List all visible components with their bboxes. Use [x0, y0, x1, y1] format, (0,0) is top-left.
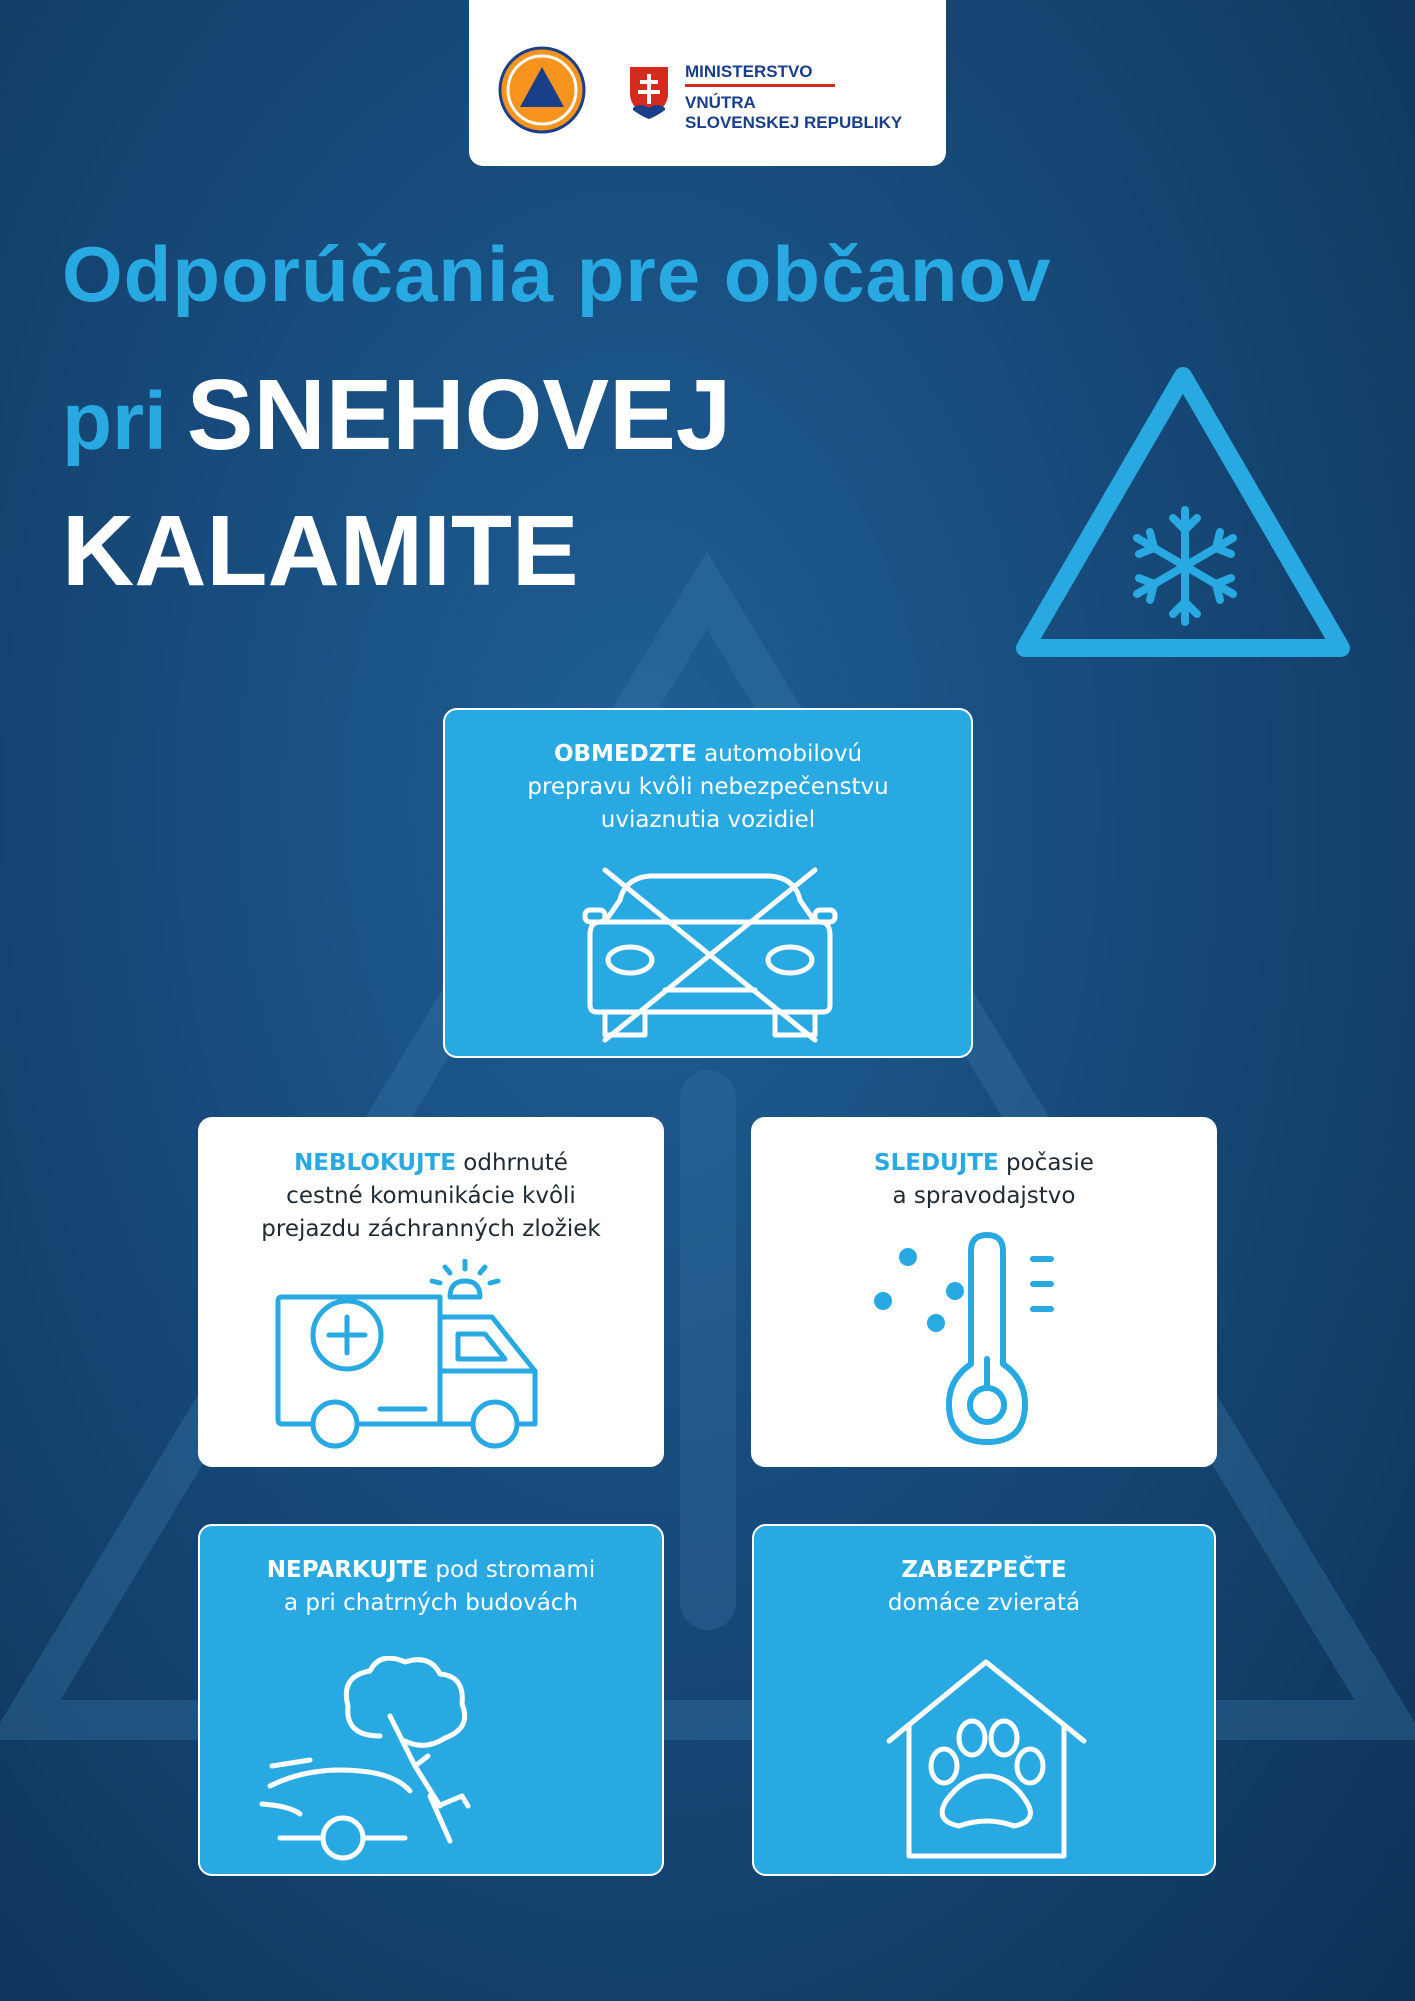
card-emphasis: NEBLOKUJTE	[294, 1150, 456, 1176]
card-secure-pets	[752, 1524, 1216, 1876]
title-prefix: pri	[62, 376, 167, 467]
crossed-car-icon	[445, 860, 975, 1050]
card-follow-weather	[751, 1117, 1217, 1467]
header-logo-panel	[469, 0, 946, 166]
card-text-line-1	[445, 738, 971, 771]
page-title-line-2	[62, 360, 731, 477]
card-do-not-block-roads	[198, 1117, 664, 1467]
ministry-line-3: SLOVENSKEJ REPUBLIKY	[685, 113, 903, 132]
slovak-coat-of-arms-icon	[627, 64, 671, 122]
ministry-line-1: MINISTERSTVO	[685, 62, 835, 87]
card-text-line-1	[200, 1554, 662, 1587]
card-do-not-park-under-trees	[198, 1524, 664, 1876]
card-text: počasie	[998, 1150, 1094, 1176]
ministry-line-2: VNÚTRA	[685, 93, 756, 112]
card-text-line-2: a pri chatrných budovách	[283, 1590, 579, 1616]
card-text-line-3: uviaznutia vozidiel	[600, 807, 816, 833]
thermometer-icon	[753, 1229, 1219, 1459]
card-text-line-1	[754, 1554, 1214, 1587]
card-text-line-2: cestné komunikácie kvôli	[286, 1183, 576, 1209]
snowflake-dots	[874, 1248, 964, 1332]
ambulance-icon	[200, 1259, 666, 1459]
ministry-name	[685, 62, 902, 133]
card-emphasis: NEPARKUJTE	[266, 1557, 429, 1583]
card-limit-car-transport	[443, 708, 973, 1058]
pet-house-icon	[754, 1656, 1218, 1866]
card-text: pod stromami	[428, 1557, 596, 1583]
card-text-line-2: domáce zvieratá	[887, 1590, 1081, 1616]
card-emphasis: OBMEDZTE	[553, 741, 697, 767]
tree-on-car-icon	[200, 1656, 666, 1866]
civil-protection-logo	[497, 45, 587, 135]
card-text-line-1	[753, 1147, 1215, 1180]
card-text-line-3: prejazdu záchranných zložiek	[261, 1216, 601, 1242]
card-text-line-2: prepravu kvôli nebezpečenstvu	[527, 774, 889, 800]
title-emphasis: SNEHOVEJ	[186, 359, 732, 471]
card-text: automobilovú	[696, 741, 863, 767]
snow-warning-sign-icon	[1013, 362, 1353, 662]
card-emphasis: ZABEZPEČTE	[901, 1557, 1067, 1583]
page-title-line-1: Odporúčania pre občanov	[62, 230, 1052, 318]
page-title-line-3: KALAMITE	[62, 495, 579, 607]
card-text-line-1	[200, 1147, 662, 1180]
card-text-line-2: a spravodajstvo	[892, 1183, 1076, 1209]
card-emphasis: SLEDUJTE	[874, 1150, 999, 1176]
card-text: odhrnuté	[456, 1150, 568, 1176]
